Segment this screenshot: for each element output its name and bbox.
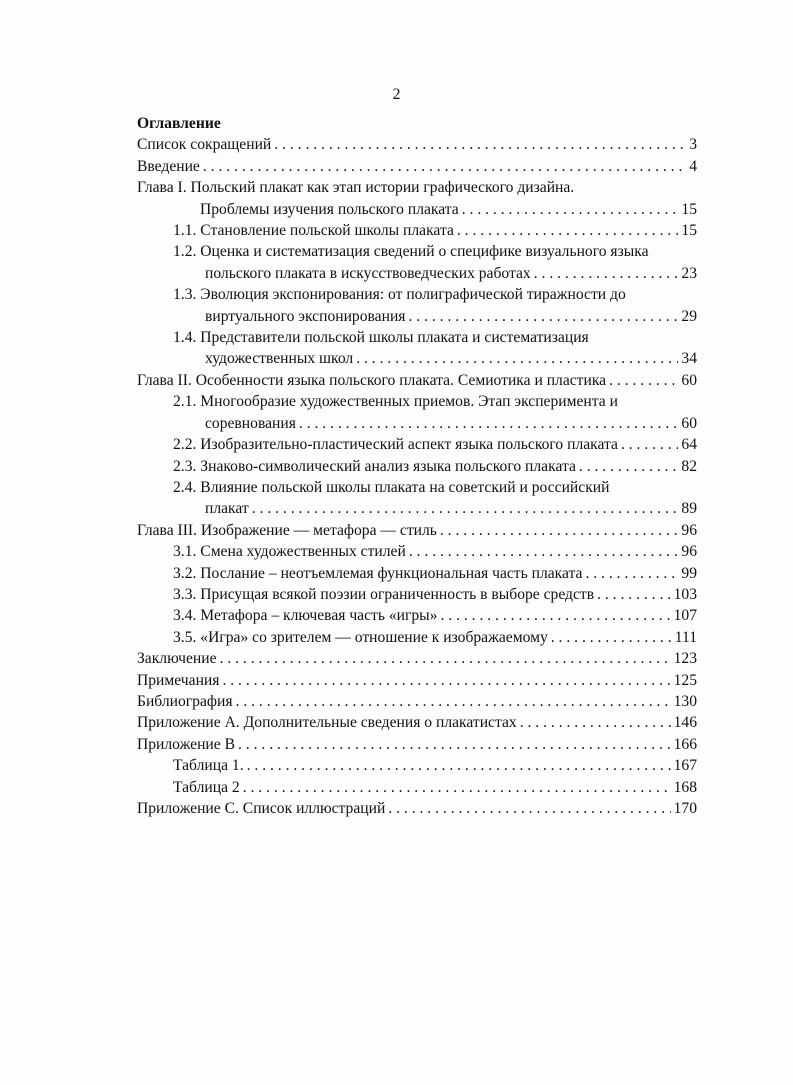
dot-leader [252,498,679,519]
toc-page-number: 170 [673,800,697,817]
dot-leader [440,605,670,626]
dot-leader [462,199,679,220]
toc-page-number: 23 [681,264,697,282]
dot-leader [388,798,670,819]
toc-page-number: 96 [681,521,697,539]
toc-entry-1-2-line1: 1.2. Оценка и систематизация сведений о специфике визуального языка [173,243,649,261]
toc-entry-text: Библиография [137,692,233,710]
dot-leader [222,670,670,691]
toc-entry-text: Проблемы изучения польского плаката [200,200,459,218]
toc-entry-text: плакат [205,500,249,518]
toc-entry-chapter-1-line1: Глава I. Польский плакат как этап истории графического дизайна. [137,179,575,197]
toc-entry-1-4 [137,348,697,369]
toc-entry-2-1-line1: 2.1. Многообразие художественных приемов. Этап эксперимента и [173,393,618,411]
toc-entry-3-5 [137,627,697,648]
toc-entry-3-4 [137,605,697,626]
toc-page-number: 60 [681,371,697,389]
toc-entry-chapter-3 [137,520,697,541]
toc-page-number: 96 [681,543,697,561]
toc-entry-text: виртуального экспонирования [205,307,406,325]
toc-page-number: 167 [673,757,697,775]
toc-entry-text: 3.2. Послание – неотъемлемая функциональная часть плаката [173,564,583,582]
toc-entry-bibliography [137,691,697,712]
page-number: 2 [392,86,401,103]
toc-page-number: 130 [673,692,697,710]
dot-leader [236,691,671,712]
toc-entry-text: Таблица 2 [173,778,240,796]
toc-entry-1-2 [137,263,697,284]
toc-entry-1-4-line1: 1.4. Представители польской школы плаката и систематизация [173,329,589,347]
toc-entry-conclusion [137,648,697,669]
toc-entry-text: 3.3. Присущая всякой поэзии ограниченность в выборе средств [173,585,595,603]
dot-leader [356,348,678,369]
toc-entry-2-3 [137,456,697,477]
toc-entry-text: Заключение [137,650,217,668]
toc-entry-text: Приложение А. Дополнительные сведения о плакатистах [137,714,517,732]
toc-page-number: 4 [689,157,697,175]
toc-entry-text: соревнования [205,414,296,432]
dot-leader [274,134,686,155]
dot-leader [203,156,686,177]
toc-entry-text: Список сокращений [137,136,272,154]
toc-entry-text: Приложение С. Список иллюстраций [137,800,386,817]
toc-page-number: 111 [674,628,697,646]
toc-entry-text: 2.3. Знаково-символический анализ языка польского плаката [173,457,576,475]
dot-leader [585,563,678,584]
toc-entry-text: Введение [137,157,200,175]
toc-entry-3-1 [137,541,697,562]
toc-entry-appendix-a [137,712,697,733]
toc-entry-2-1 [137,413,697,434]
toc-page-number: 82 [681,457,697,475]
table-of-contents [137,113,697,819]
dot-leader [457,220,679,241]
toc-entry-text: художественных школ [205,350,354,368]
dot-leader [247,755,671,776]
toc-entry-text: Приложение В [137,735,235,753]
toc-entry-text: 2.2. Изобразительно-пластический аспект языка польского плаката [173,436,618,454]
dot-leader [220,648,671,669]
toc-entry-3-3 [137,584,697,605]
toc-page-number: 3 [689,136,697,154]
toc-page-number: 125 [673,671,697,689]
toc-entry-text: Таблица 1. [173,757,244,775]
toc-page-number: 107 [673,607,697,625]
dot-leader [579,456,679,477]
toc-page-number: 15 [681,222,697,240]
toc-entry-introduction [137,156,697,177]
toc-entry-table-1 [137,755,697,776]
toc-entry-2-4-line1: 2.4. Влияние польской школы плаката на советский и российский [173,478,610,496]
toc-entry-appendix-b [137,734,697,755]
dot-leader [534,263,679,284]
toc-page-number: 64 [681,436,697,454]
toc-entry-text: Глава II. Особенности языка польского плаката. Семиотика и пластика [137,371,607,389]
toc-page-number: 34 [681,350,697,368]
toc-page-number: 146 [673,714,697,732]
toc-title: Оглавление [137,115,221,132]
toc-entry-1-3-line1: 1.3. Эволюция экспонирования: от полиграфической тиражности до [173,286,626,304]
dot-leader [238,734,671,755]
toc-page-number: 29 [681,307,697,325]
dot-leader [597,584,671,605]
toc-page-number: 60 [681,414,697,432]
dot-leader [299,413,679,434]
toc-entry-appendix-c [137,798,697,819]
toc-entry-text: 3.4. Метафора – ключевая часть «игры» [173,607,438,625]
toc-entry-table-2 [137,777,697,798]
toc-page-number: 103 [673,585,697,603]
toc-page-number: 15 [681,200,697,218]
toc-entry-3-2 [137,563,697,584]
toc-page-number: 99 [681,564,697,582]
dot-leader [409,541,679,562]
dot-leader [440,520,679,541]
toc-page-number: 166 [673,735,697,753]
toc-entry-text: Глава III. Изображение — метафора — стиль [137,521,437,539]
dot-leader [408,306,678,327]
toc-entry-text: Примечания [137,671,220,689]
dot-leader [520,712,671,733]
toc-entry-chapter-1 [137,199,697,220]
dot-leader [243,777,671,798]
toc-page-number: 89 [681,500,697,518]
toc-entry-chapter-2 [137,370,697,391]
toc-page-number: 168 [673,778,697,796]
dot-leader [551,627,672,648]
toc-entry-text: 3.1. Смена художественных стилей [173,543,406,561]
dot-leader [621,434,678,455]
toc-entry-2-2 [137,434,697,455]
toc-page-number: 123 [673,650,697,668]
dot-leader [609,370,678,391]
toc-entry-text: 1.1. Становление польской школы плаката [173,222,454,240]
toc-entry-notes [137,670,697,691]
toc-entry-text: 3.5. «Игра» со зрителем — отношение к изображаемому [173,628,548,646]
toc-entry-abbreviations [137,134,697,155]
toc-entry-1-3 [137,306,697,327]
toc-entry-text: польского плаката в искусствоведческих работах [205,264,531,282]
toc-entry-2-4 [137,498,697,519]
toc-entry-1-1 [137,220,697,241]
